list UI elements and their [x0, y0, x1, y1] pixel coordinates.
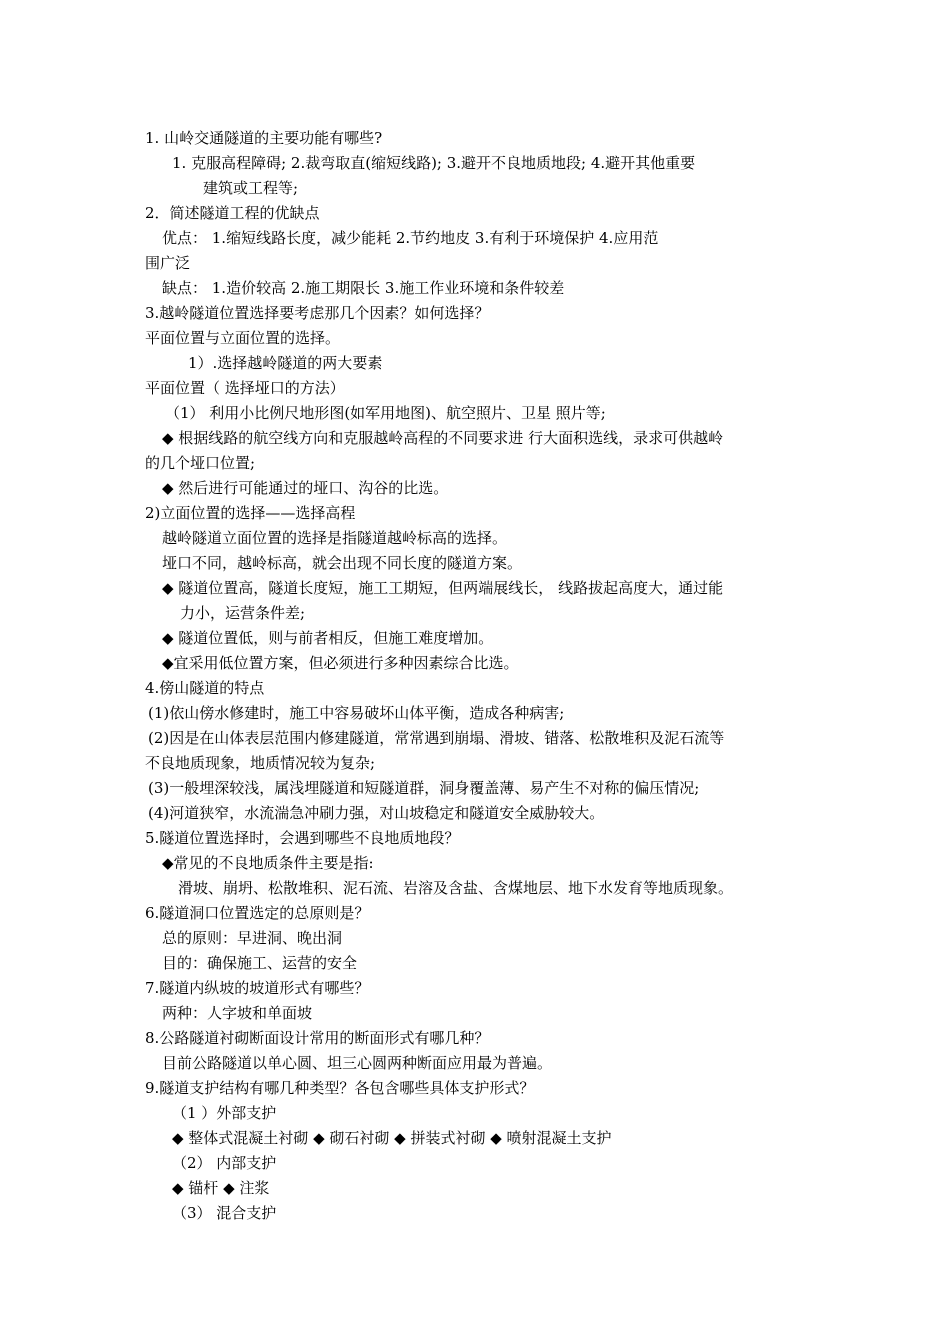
answer-line: 不良地质现象，地质情况较为复杂; [145, 754, 376, 772]
question-7: 7.隧道内纵坡的坡道形式有哪些？ [145, 979, 370, 997]
bullet-line: ◆ 锚杆 ◆ 注浆 [172, 1179, 270, 1197]
question-1: 1. 山岭交通隧道的主要功能有哪些? [145, 129, 383, 147]
answer-line: 平面位置与立面位置的选择。 [145, 329, 341, 347]
question-9: 9.隧道支护结构有哪几种类型？各包含哪些具体支护形式？ [145, 1079, 535, 1097]
answer-line: 两种：人字坡和单面坡 [162, 1004, 313, 1022]
bullet-line: ◆ 隧道位置低，则与前者相反，但施工难度增加。 [162, 629, 494, 647]
answer-line: (4)河道狭窄，水流湍急冲刷力强，对山坡稳定和隧道安全威胁较大。 [148, 804, 605, 822]
answer-line: (3)一般埋深较浅，属浅埋隧道和短隧道群，洞身覆盖薄、易产生不对称的偏压情况; [148, 779, 700, 797]
question-4: 4.傍山隧道的特点 [145, 679, 265, 697]
bullet-line: ◆常见的不良地质条件主要是指: [162, 854, 374, 872]
bullet-line: ◆ 整体式混凝土衬砌 ◆ 砌石衬砌 ◆ 拼装式衬砌 ◆ 喷射混凝土支护 [172, 1129, 612, 1147]
answer-line: 滑坡、崩坍、松散堆积、泥石流、岩溶及含盐、含煤地层、地下水发育等地质现象。 [178, 879, 734, 897]
answer-line: 缺点： 1.造价较高 2.施工期限长 3.施工作业环境和条件较差 [162, 279, 565, 297]
answer-line: 平面位置（ 选择垭口的方法） [145, 379, 345, 397]
answer-line: 优点： 1.缩短线路长度，减少能耗 2.节约地皮 3.有利于环境保护 4.应用范 [162, 229, 659, 247]
answer-line: 越岭隧道立面位置的选择是指隧道越岭标高的选择。 [162, 529, 508, 547]
answer-line: 2)立面位置的选择——选择高程 [145, 504, 356, 522]
answer-line: 力小，运营条件差; [180, 604, 306, 622]
answer-line: 建筑或工程等; [203, 179, 299, 197]
answer-line: 目前公路隧道以单心圆、坦三心圆两种断面应用最为普遍。 [162, 1054, 553, 1072]
bullet-line: ◆宜采用低位置方案，但必须进行多种因素综合比选。 [162, 654, 519, 672]
answer-line: 围广泛 [145, 254, 191, 272]
question-5: 5.隧道位置选择时，会遇到哪些不良地质地段？ [145, 829, 460, 847]
answer-line: 1. 克服高程障碍; 2.裁弯取直(缩短线路); 3.避开不良地质地段; 4.避开其他重要 [172, 154, 696, 172]
answer-line: (2)因是在山体表层范围内修建隧道，常常遇到崩塌、滑坡、错落、松散堆积及泥石流等 [148, 729, 725, 747]
question-3: 3.越岭隧道位置选择要考虑那几个因素？如何选择？ [145, 304, 490, 322]
question-2: 2．简述隧道工程的优缺点 [145, 204, 320, 222]
answer-line: (1)依山傍水修建时，施工中容易破坏山体平衡，造成各种病害; [148, 704, 565, 722]
bullet-line: ◆ 根据线路的航空线方向和克服越岭高程的不同要求进 行大面积选线，录求可供越岭 [162, 429, 724, 447]
answer-line: 总的原则：早进洞、晚出洞 [162, 929, 343, 947]
answer-line: 1）.选择越岭隧道的两大要素 [188, 354, 383, 372]
bullet-line: ◆ 隧道位置高，隧道长度短，施工工期短，但两端展线长， 线路拔起高度大，通过能 [162, 579, 724, 597]
answer-line: （3） 混合支护 [172, 1204, 277, 1222]
answer-line: 的几个垭口位置; [145, 454, 256, 472]
answer-line: 目的：确保施工、运营的安全 [162, 954, 358, 972]
answer-line: （2） 内部支护 [172, 1154, 277, 1172]
bullet-line: ◆ 然后进行可能通过的垭口、沟谷的比选。 [162, 479, 449, 497]
answer-line: （1） 利用小比例尺地形图(如军用地图)、航空照片、卫星 照片等; [165, 404, 606, 422]
answer-line: 垭口不同，越岭标高，就会出现不同长度的隧道方案。 [162, 554, 523, 572]
answer-line: （1 ）外部支护 [172, 1104, 277, 1122]
question-6: 6.隧道洞口位置选定的总原则是？ [145, 904, 370, 922]
question-8: 8.公路隧道衬砌断面设计常用的断面形式有哪几种？ [145, 1029, 490, 1047]
